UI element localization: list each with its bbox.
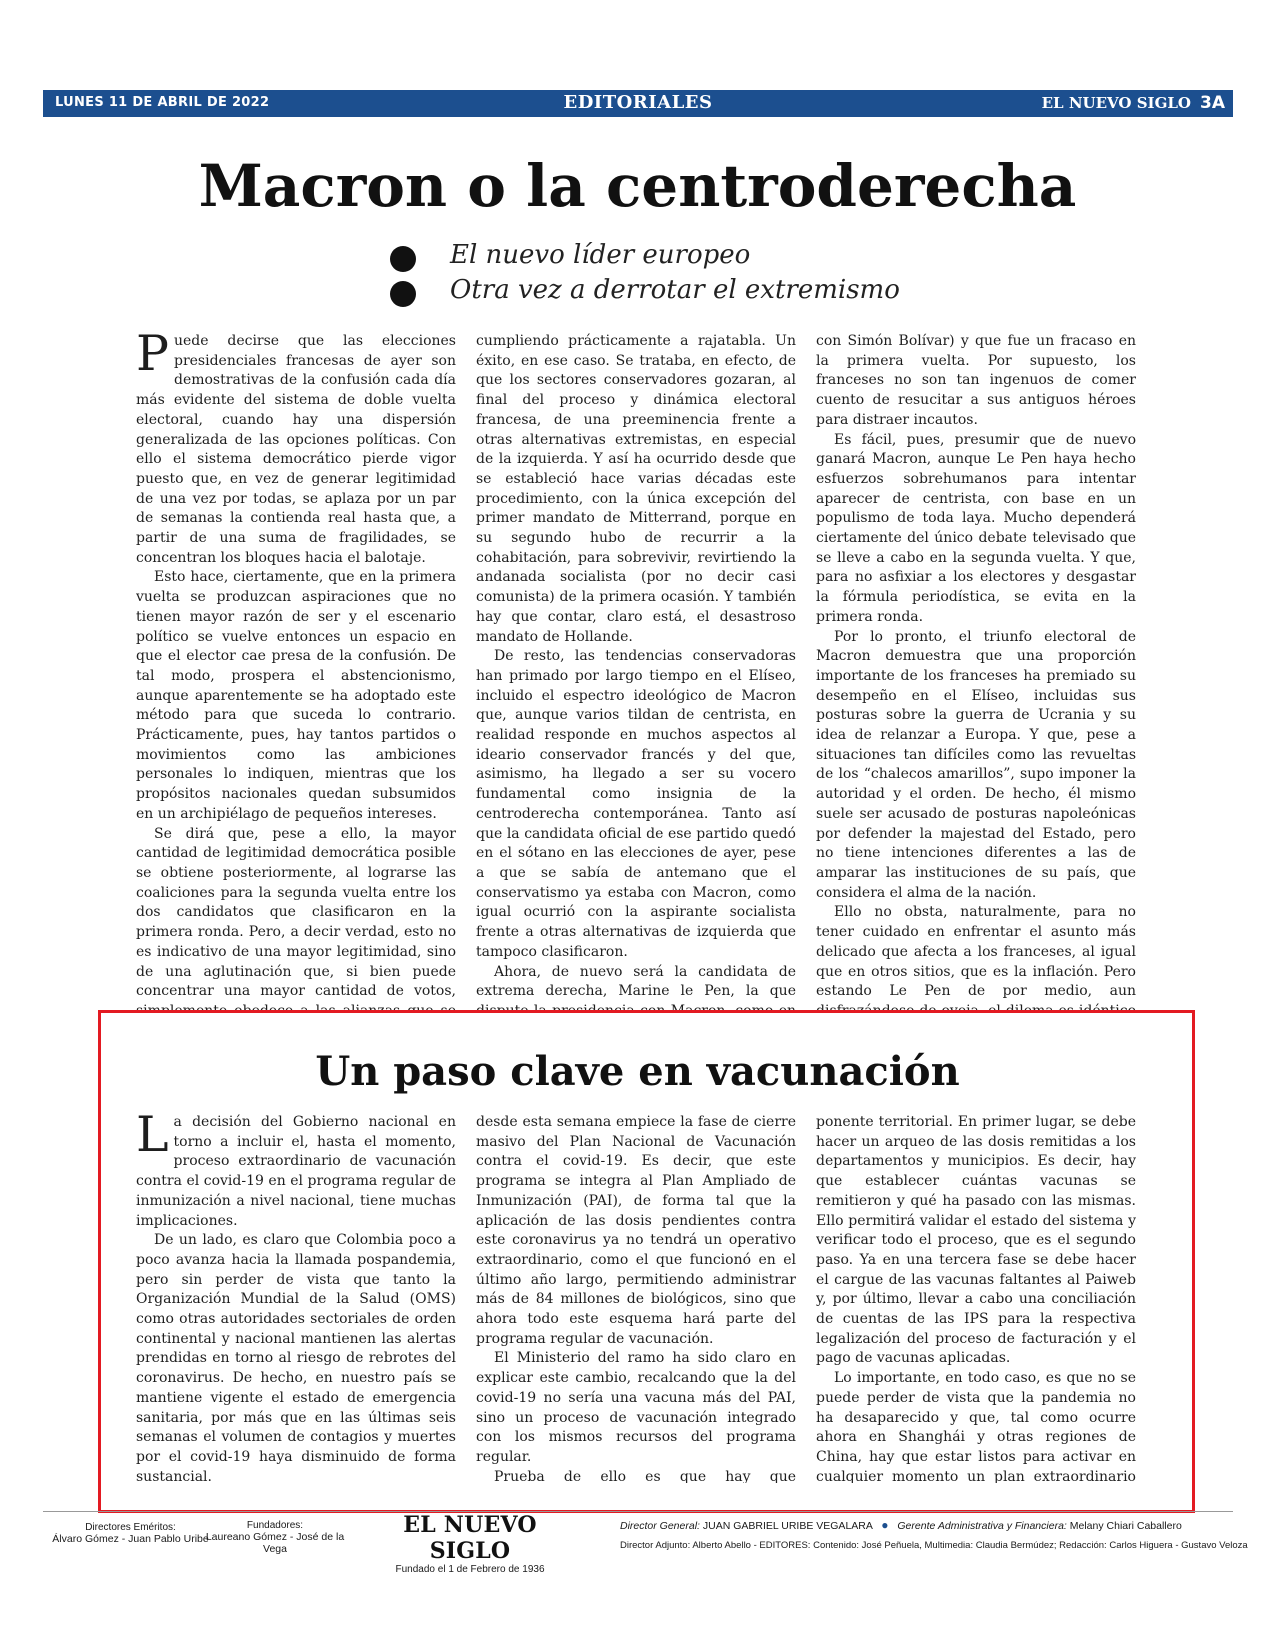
editorial-1-column-3 <box>816 332 1136 1022</box>
paragraph: Se dirá que, pese a ello, la mayor cantidad de legitimidad democrática posible se obtiene posteriormente, al lograrse las coaliciones para la segunda vuelta entre los dos candidatos que clasificaron en la primera ronda. Pero, a decir verdad, esto no es indicativo de una mayor legitimidad, sino de una aglutinación que, si bien puede concentrar una mayor cantidad de votos, <box>136 825 456 1000</box>
paragraph: desde esta semana empiece la fase de cierre masivo del Plan Nacional de Vacunación contra el covid-19. Es decir, que este programa se integra al Plan Ampliado de Inmunización (PAI), de forma tal que la aplicación de las dosis pendientes contra este coronavirus ya no tendrá un operativo extraordinario, como el que funcionó en el último año largo, permitiendo administrar más de 84 millones de biológicos, sino que ahora todo este esquema hará parte del programa regular de vacunación. <box>476 1114 796 1347</box>
separator-dot-icon: ● <box>881 1518 889 1532</box>
footer-directores <box>43 1522 218 1545</box>
editorial-2-title: Un paso clave en vacunación <box>315 1048 960 1095</box>
masthead-bar <box>43 90 1233 117</box>
bullet-icon <box>390 281 416 307</box>
directores-names: Álvaro Gómez - Juan Pablo Uribe <box>52 1533 209 1545</box>
editorial-1-column-1 <box>136 332 456 1022</box>
gerente-name: Melany Chiari Caballero <box>1069 1520 1182 1532</box>
paragraph: Por lo pronto, el triunfo electoral de Macron demuestra que una proporción importante de los franceses ha premiado su desempeño en el Elíseo, incluidas sus posturas sobre la guerra de Ucrania y su idea de relanzar a Europa. Y que, pese a situaciones tan difíciles como las revueltas de los “chalecos amarillos”, supo imponer la autoridad y el orden. De hecho, él mismo suele ser acusado de posturas napoleónicas por defender la majestad del Estado, pero no tiene intenciones diferentes a las de amparar las instituciones de su país, que considera el alma de la nación. <box>816 628 1136 901</box>
paragraph: con Simón Bolívar) y que fue un fracaso en la primera vuelta. Por supuesto, los franceses no son tan ingenuos de comer cuento de resucitar a sus antiguos héroes para distraer incautos. <box>816 333 1136 428</box>
fundadores-names: Laureano Gómez - José de la Vega <box>205 1531 345 1555</box>
editorial-1-decks <box>390 238 950 308</box>
footer-divider <box>43 1511 1233 1512</box>
drop-cap: P <box>136 332 169 382</box>
paragraph: Ello no obsta, naturalmente, para no tener cuidado en enfrentar el asunto más delicado que afecta a los franceses, al igual que en otros sitios, que es la inflación. Pero estando Le Pen de por medio, aun <box>816 904 1136 1000</box>
paragraph: Prueba de ello es que hay que <box>494 1468 796 1483</box>
director-general-name: JUAN GABRIEL URIBE VEGALARA <box>702 1520 873 1532</box>
gerente-label: Gerente Administrativa y Financiera: <box>897 1520 1067 1532</box>
editorial-2-column-2 <box>476 1113 796 1483</box>
director-general-label: Director General: <box>620 1520 700 1532</box>
paragraph: ponente territorial. En primer lugar, se debe hacer un arqueo de las dosis remitidas a los departamentos y municipios. Es decir, hay que establecer cuántas vacunas se remitieron y qué ha pasado con las mismas. Ello permitirá validar el estado del sistema y verificar todo el proceso, que es el segundo paso. Ya en una tercera fase se debe hacer el cargue de las vacunas faltantes al Paiweb y, por último, llevar a cabo una conciliación de cuentas de las IPS para la respectiva legalización del proceso de facturación y el pago de vacunas aplicadas. <box>816 1114 1136 1367</box>
deck-item <box>390 273 950 308</box>
issue-date: LUNES 11 DE ABRIL DE 2022 <box>55 95 270 110</box>
deck-text: El nuevo líder europeo <box>450 240 751 270</box>
editorial-1-column-2 <box>476 332 796 1022</box>
bullet-icon <box>390 246 416 272</box>
paragraph: Esto hace, ciertamente, que en la primera vuelta se produzcan aspiraciones que no tienen mayor razón de ser y el escenario político se vuelve entonces un espacio en que el elector cae presa de la confusión. De tal modo, prospera el abstencionismo, aunque aparentemente se ha adoptado este método para que suceda lo contrario. Prácticamente, pues, hay tantos partidos o movimientos como las ambiciones personales lo indiquen, mientras que los propósitos nacionales quedan subsumidos en un archipiélago de pequeños intereses. <box>136 569 456 822</box>
paragraph: El Ministerio del ramo ha sido claro en explicar este cambio, recalcando que la del covid-19 no sería una vacuna más del PAI, sino un proceso de vacunación integrado con los mismos recursos del programa regular. <box>476 1350 796 1465</box>
paragraph: cumpliendo prácticamente a rajatabla. Un éxito, en ese caso. Se trataba, en efecto, de que los sectores conservadores gozaran, al final del proceso y dinámica electoral francesa, de una preeminencia frente a otras alternativas extremistas, en especial de la izquierda. Y así ha ocurrido desde que se estableció hace varias décadas este procedimiento, con la única excepción del primer mandato de Mitterrand, porque en su segundo hubo de recurrir a la cohabitación, para sobrevivir, revirtiendo la andanada socialista (por no decir casi comunista) de la primera ocasión. Y también hay que contar, claro está, el desastroso mandato de Hollande. <box>476 333 796 645</box>
editorial-2-column-3 <box>816 1113 1136 1483</box>
paragraph: La decisión del Gobierno nacional en torno a incluir el, hasta el momento, proceso extraordinario de vacunación contra el covid-19 en el programa regular de inmunización a nivel nacional, tiene muchas implicaciones. <box>136 1113 456 1229</box>
editorial-1-title: Macron o la centroderecha <box>198 152 1077 220</box>
footer-fundadores <box>200 1520 350 1555</box>
paragraph: Puede decirse que las elecciones presidenciales francesas de ayer son demostrativas de la confusión cada día más evidente del sistema de doble vuelta electoral, cuando hay una dispersión generalizada de las opciones políticas. Con ello el sistema democrático pierde vigor puesto que, en vez de generar legitimidad de una vez por todas, se aplaza por un par de semanas la contienda real hasta que, a partir de una suma de fragilidades, se concentran los bloques hacia el balotaje. <box>136 332 456 566</box>
paragraph: Lo importante, en todo caso, es que no se puede perder de vista que la pandemia no ha desaparecido y que, tal como ocurre ahora en Shanghái y otras regiones de China, hay que estar listos para activar en cualquier momento un plan extraordinario <box>816 1370 1136 1483</box>
paragraph: Ahora, de nuevo será la candidata de extrema derecha, Marine le Pen, la que <box>476 963 796 1000</box>
paragraph: De resto, las tendencias conservadoras han primado por largo tiempo en el Elíseo, incluido el espectro ideológico de Macron que, aunque varios tildan de centrista, en realidad responde en muchos aspectos al ideario conservador francés y del que, asimismo, ha llegado a ser su vocero fundamental como insignia de la centroderecha contemporánea. Tanto así que la candidata oficial de ese partido quedó en el sótano en las elecciones de ayer, pese a que se sabía de antemano que el conservatismo ya estaba con Macron, como igual ocurrió con la aspirante socialista frente a otras alternativas de izquierda que tampoco clasificaron. <box>476 648 796 960</box>
paragraph: De un lado, es claro que Colombia poco a poco avanza hacia la llamada pospandemia, pero sin perder de vista que tanto la Organización Mundial de la Salud (OMS) como otras autoridades sectoriales de orden continental y nacional mantienen las alertas prendidas en torno al riesgo de rebrotes del coronavirus. De hecho, en nuestro país se mantiene vigente el estado de emergencia sanitaria, por más que en las últimas seis semanas el volumen de contagios y muertes por el covid-19 haya disminuido de forma sustancial. <box>136 1232 456 1483</box>
section-title: EDITORIALES <box>563 92 713 113</box>
deck-text: Otra vez a derrotar el extremismo <box>450 275 900 305</box>
fundadores-label: Fundadores: <box>246 1520 304 1531</box>
page-number: 3A <box>1200 93 1225 113</box>
paragraph: Es fácil, pues, presumir que de nuevo ganará Macron, aunque Le Pen haya hecho esfuerzos sobrehumanos para intentar aparecer de centrista, con base en un populismo de toda laya. Mucho dependerá ciertamente del único debate televisado que se lleve a cabo en la segunda vuelta. Y que, para no asfixiar a los electores y desgastar la fórmula periodística, se evita en la primera ronda. <box>816 431 1136 625</box>
footer-staff <box>620 1518 1248 1551</box>
newspaper-logo: EL NUEVO SIGLO <box>403 1512 537 1564</box>
staff-row-editors: Director Adjunto: Alberto Abello - EDITORES: Contenido: José Peñuela, Multimedia: Claudia Bermúdez; Redacción: Carlos Higuera - Gustavo Veloza <box>620 1540 1248 1551</box>
directores-label: Directores Eméritos: <box>85 1522 176 1533</box>
footer-logo-block <box>395 1512 545 1575</box>
founded-date: Fundado el 1 de Febrero de 1936 <box>395 1564 545 1575</box>
editorial-2-column-1 <box>136 1113 456 1483</box>
drop-cap: L <box>136 1113 169 1163</box>
deck-item <box>390 238 950 273</box>
staff-row-main <box>620 1518 1230 1532</box>
newspaper-brand: EL NUEVO SIGLO <box>1041 94 1191 112</box>
